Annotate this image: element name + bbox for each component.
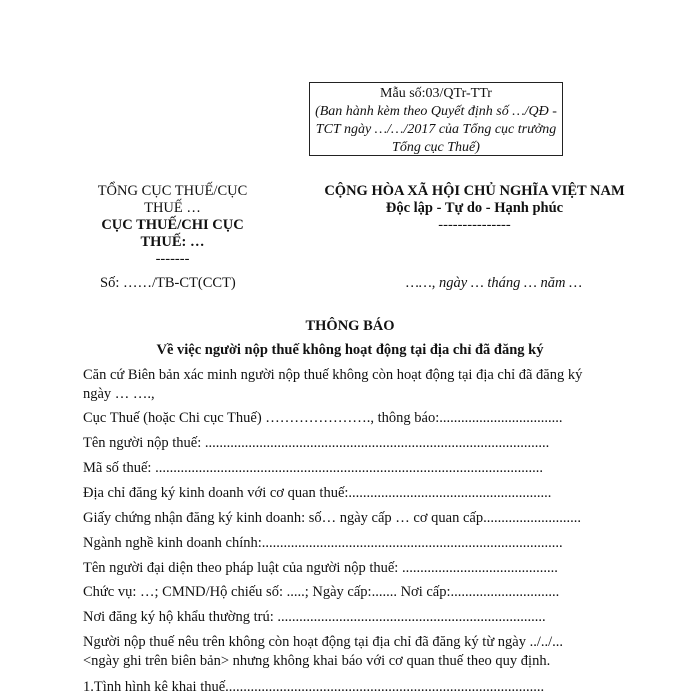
not-operating-line-1: Người nộp thuế nêu trên không còn hoạt động tại địa chỉ đã đăng ký từ ngày ../../... <box>83 634 564 650</box>
agency-line-1: TỔNG CỤC THUẾ/CỤC <box>97 183 248 199</box>
national-header <box>262 183 687 234</box>
registered-address-line: Địa chỉ đăng ký kinh doanh với cơ quan thuế:........................................................ <box>83 485 552 501</box>
basis-line-1: Căn cứ Biên bản xác minh người nộp thuế không còn hoạt động tại địa chỉ đã đăng ký <box>83 367 583 383</box>
form-issuance-line-2: TCT ngày …/…/2017 của Tổng cục trưởng <box>315 122 557 137</box>
document-title: THÔNG BÁO <box>305 318 395 334</box>
agency-rule: ------- <box>155 251 190 267</box>
agency-line-4: THUẾ: … <box>140 234 205 250</box>
legal-representative-line: Tên người đại diện theo pháp luật của người nộp thuế: ........................................... <box>83 560 558 576</box>
form-issuance-line-1: (Ban hành kèm theo Quyết định số …/QĐ - <box>315 104 557 119</box>
tax-office-line: Cục Thuế (hoặc Chi cục Thuế) …………………., thông báo:.................................. <box>83 410 563 426</box>
national-motto: Độc lập - Tự do - Hạnh phúc <box>385 200 564 216</box>
not-operating-line-2: <ngày ghi trên biên bản> nhưng không khai báo với cơ quan thuế theo quy định. <box>83 653 551 669</box>
residence-line: Nơi đăng ký hộ khẩu thường trú: .......................................................................... <box>83 609 546 625</box>
form-code: Mẫu số:03/QTr-TTr <box>380 86 492 101</box>
form-issuance-line-3: Tổng cục Thuế) <box>392 140 480 155</box>
document-subtitle: Về việc người nộp thuế không hoạt động tại địa chỉ đã đăng ký <box>156 342 544 358</box>
agency-line-3: CỤC THUẾ/CHI CỤC <box>101 217 244 233</box>
taxpayer-name-line: Tên người nộp thuế: ............................................................................................... <box>83 435 550 451</box>
document-number: Số: ……/TB-CT(CCT) <box>100 275 236 291</box>
national-title: CỘNG HÒA XÃ HỘI CHỦ NGHĨA VIỆT NAM <box>324 183 625 199</box>
agency-header <box>85 183 260 268</box>
form-code-box <box>309 82 563 156</box>
business-certificate-line: Giấy chứng nhận đăng ký kinh doanh: số… ngày cấp … cơ quan cấp........................... <box>83 510 581 526</box>
position-id-line: Chức vụ: …; CMND/Hộ chiếu số: .....; Ngày cấp:....... Nơi cấp:.............................. <box>83 584 560 600</box>
basis-line-2: ngày … …., <box>83 386 155 402</box>
agency-line-2: THUẾ … <box>144 200 201 216</box>
tax-code-line: Mã số thuế: ........................................................................................................... <box>83 460 543 476</box>
document-date: ……, ngày … tháng … năm … <box>406 275 583 291</box>
national-rule: --------------- <box>438 217 511 233</box>
business-line: Ngành nghề kinh doanh chính:................................................................................... <box>83 535 563 551</box>
tax-declaration-line: 1.Tình hình kê khai thuế........................................................................................ <box>83 679 545 695</box>
